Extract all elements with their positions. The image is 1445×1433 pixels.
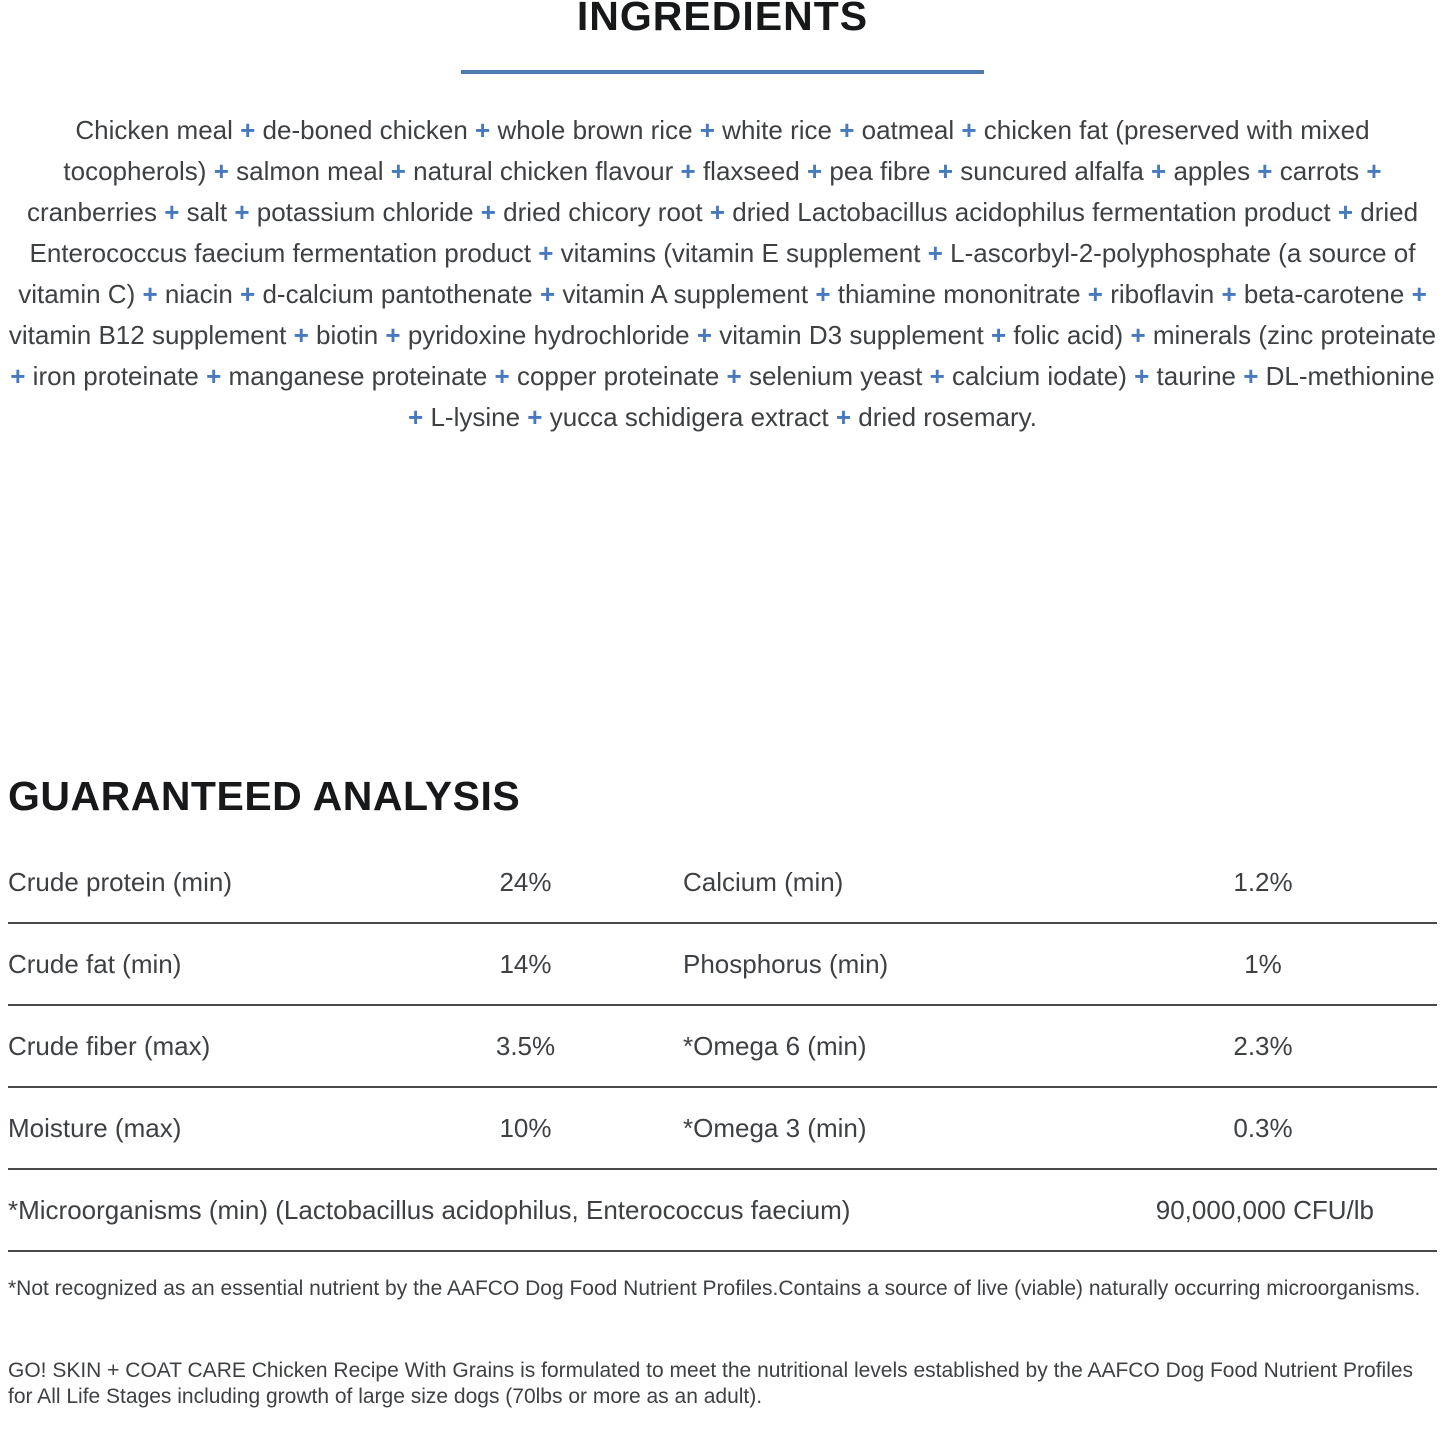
plus-separator: +	[10, 361, 33, 391]
analysis-label-left: Crude fat (min)	[8, 948, 182, 979]
plus-separator: +	[954, 115, 984, 145]
plus-separator: +	[232, 115, 263, 145]
ingredient: yucca schidigera extract	[549, 402, 829, 432]
microorganisms-label: *Microorganisms (min) (Lactobacillus acidophilus, Enterococcus faecium)	[8, 1194, 851, 1225]
analysis-label-left: Crude fiber (max)	[8, 1030, 211, 1061]
plus-separator: +	[673, 156, 703, 186]
ingredients-title: INGREDIENTS	[576, 0, 869, 39]
ingredient: suncured alfalfa	[960, 156, 1144, 186]
plus-separator: +	[1330, 197, 1361, 227]
footnote-aafco-nutrient: *Not recognized as an essential nutrient by the AAFCO Dog Food Nutrient Profiles.Contains a source of live (viable) naturally occurring microorganisms.	[8, 1277, 1421, 1300]
ingredient: apples	[1173, 156, 1251, 186]
analysis-value-left: 10%	[499, 1112, 552, 1143]
analysis-label-right: Calcium (min)	[683, 866, 844, 897]
ingredient: white rice	[722, 115, 832, 145]
plus-separator: +	[467, 115, 498, 145]
plus-separator: +	[808, 279, 838, 309]
plus-separator: +	[408, 402, 431, 432]
ingredient: thiamine mononitrate	[837, 279, 1081, 309]
guaranteed-analysis-section	[8, 773, 1437, 1252]
ingredient: oatmeal	[861, 115, 955, 145]
ingredient: salt	[186, 197, 228, 227]
ingredients-section	[8, 0, 1437, 438]
plus-separator: +	[689, 320, 720, 350]
plus-separator: +	[922, 361, 953, 391]
plus-separator: +	[1359, 156, 1382, 186]
ingredient: de-boned chicken	[262, 115, 468, 145]
ingredient: whole brown rice	[497, 115, 693, 145]
plus-separator: +	[286, 320, 317, 350]
plus-separator: +	[1080, 279, 1111, 309]
ingredient: chicken fat (preserved with mixed tocopherols)	[63, 115, 1370, 186]
ingredient: cranberries	[26, 197, 157, 227]
analysis-value-left: 24%	[499, 866, 552, 897]
plus-separator: +	[1236, 361, 1266, 391]
footnote-formulation: GO! SKIN + COAT CARE Chicken Recipe With Grains is formulated to meet the nutritional levels established by the AAFCO Dog Food Nutrient Profiles for All Life Stages including growth of large size dogs (70lbs or more as an adult).	[8, 1359, 1414, 1408]
ingredient: biotin	[316, 320, 379, 350]
ingredient: folic acid)	[1013, 320, 1124, 350]
analysis-value-right: 0.3%	[1233, 1112, 1293, 1143]
ingredient: copper proteinate	[516, 361, 720, 391]
plus-separator: +	[473, 197, 504, 227]
ingredient: carrots	[1279, 156, 1360, 186]
plus-separator: +	[930, 156, 961, 186]
ingredient: calcium iodate)	[952, 361, 1127, 391]
plus-separator: +	[531, 238, 561, 268]
plus-separator: +	[232, 279, 263, 309]
analysis-row	[8, 842, 1437, 924]
ingredient: manganese proteinate	[228, 361, 488, 391]
guaranteed-analysis-title: GUARANTEED ANALYSIS	[8, 773, 521, 819]
ingredients-list	[8, 110, 1437, 438]
plus-separator: +	[1143, 156, 1174, 186]
ingredient: taurine	[1156, 361, 1237, 391]
analysis-row	[8, 1006, 1437, 1088]
ingredient: dried Enterococcus faecium fermentation product	[29, 197, 1419, 268]
plus-separator: +	[206, 156, 237, 186]
ingredient: vitamin A supplement	[562, 279, 809, 309]
plus-separator: +	[1214, 279, 1244, 309]
ingredient: beta-carotene	[1243, 279, 1405, 309]
plus-separator: +	[378, 320, 408, 350]
ingredient: pea fibre	[829, 156, 931, 186]
ingredient: natural chicken flavour	[413, 156, 674, 186]
ingredient: niacin	[164, 279, 233, 309]
plus-separator: +	[702, 197, 733, 227]
plus-separator: +	[157, 197, 187, 227]
analysis-value-left: 3.5%	[495, 1030, 556, 1061]
blue-divider	[461, 70, 984, 74]
plus-separator: +	[520, 402, 550, 432]
analysis-value-right: 1%	[1244, 948, 1282, 979]
plus-separator: +	[1250, 156, 1280, 186]
ingredient: pyridoxine hydrochloride	[407, 320, 690, 350]
plus-separator: +	[227, 197, 257, 227]
analysis-label-left: Crude protein (min)	[8, 866, 232, 897]
analysis-value-right: 2.3%	[1233, 1030, 1293, 1061]
ingredient: iron proteinate	[32, 361, 199, 391]
plus-separator: +	[828, 402, 859, 432]
analysis-label-left: Moisture (max)	[8, 1112, 182, 1143]
ingredient: vitamin B12 supplement	[8, 320, 287, 350]
plus-separator: +	[719, 361, 749, 391]
analysis-table	[8, 842, 1437, 1170]
ingredient: minerals (zinc proteinate	[1152, 320, 1437, 350]
plus-separator: +	[983, 320, 1014, 350]
ingredient: vitamin D3 supplement	[719, 320, 984, 350]
ingredient: selenium yeast	[748, 361, 923, 391]
microorganisms-row	[8, 1170, 1437, 1252]
plus-separator: +	[692, 115, 723, 145]
ingredient: d-calcium pantothenate	[262, 279, 533, 309]
plus-separator: +	[135, 279, 165, 309]
ingredient: dried Lactobacillus acidophilus fermentation product	[732, 197, 1331, 227]
ingredient: L-ascorbyl-2-polyphosphate (a source of vitamin C)	[18, 238, 1416, 309]
ingredient: Chicken meal	[75, 115, 233, 145]
analysis-value-left: 14%	[499, 948, 552, 979]
plus-separator: +	[1404, 279, 1427, 309]
analysis-row	[8, 1088, 1437, 1170]
analysis-value-right: 1.2%	[1233, 866, 1293, 897]
plus-separator: +	[487, 361, 517, 391]
plus-separator: +	[383, 156, 414, 186]
analysis-label-right: Phosphorus (min)	[683, 948, 889, 979]
ingredient: dried chicory root	[503, 197, 703, 227]
plus-separator: +	[198, 361, 229, 391]
plus-separator: +	[799, 156, 830, 186]
plus-separator: +	[832, 115, 862, 145]
microorganisms-value: 90,000,000 CFU/lb	[1155, 1194, 1374, 1225]
plus-separator: +	[920, 238, 951, 268]
ingredient: flaxseed	[702, 156, 800, 186]
plus-separator: +	[1126, 361, 1157, 391]
ingredient: dried rosemary.	[858, 402, 1037, 432]
plus-separator: +	[532, 279, 563, 309]
ingredient: potassium chloride	[256, 197, 474, 227]
ingredient: vitamins (vitamin E supplement	[560, 238, 921, 268]
plus-separator: +	[1123, 320, 1153, 350]
ingredient: riboflavin	[1110, 279, 1215, 309]
ingredient: salmon meal	[236, 156, 384, 186]
ingredient: L-lysine	[430, 402, 521, 432]
analysis-label-right: *Omega 6 (min)	[683, 1030, 867, 1061]
analysis-label-right: *Omega 3 (min)	[683, 1112, 867, 1143]
analysis-row	[8, 924, 1437, 1006]
ingredient: DL-methionine	[1265, 361, 1435, 391]
